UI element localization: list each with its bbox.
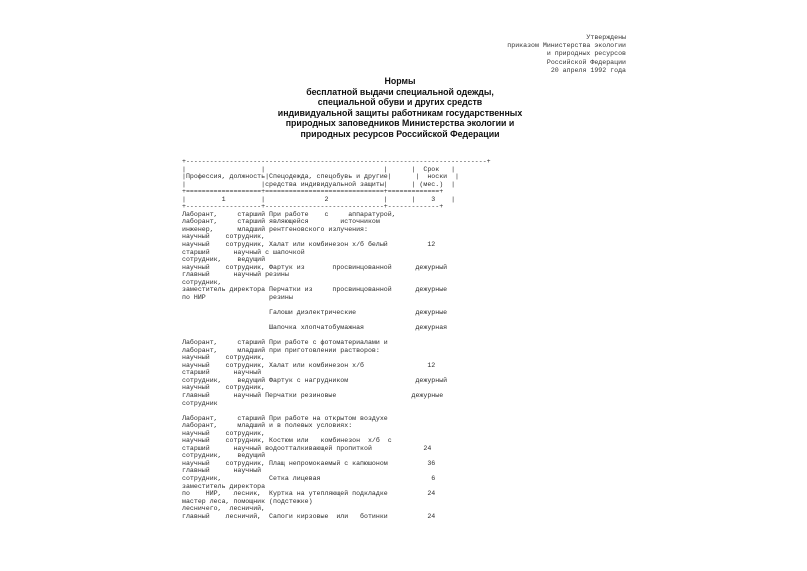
table-line (182, 173, 491, 181)
table-line-text: научный сотрудник, (182, 384, 266, 392)
table-line-text: |Профессия, должность|Спецодежда, спецобувь и другие| | носки | (182, 173, 459, 181)
table-line-text: сотрудник (182, 399, 218, 407)
table-line-text: мастер леса, помощник (подстежке) (182, 497, 313, 505)
title-line: бесплатной выдачи специальной одежды, (306, 86, 494, 97)
table-line-text: +-------------------+------------------------------+-------------+ (182, 203, 444, 211)
table-line (182, 407, 491, 415)
table-line (182, 422, 491, 430)
table-line (182, 188, 491, 196)
table-line-text: лесничего, лесничий, (182, 505, 266, 513)
table-line-text: +===================+==============================+=============+ (182, 188, 444, 196)
table-line (182, 505, 491, 513)
approval-line: приказом Министерства экологии (507, 42, 626, 50)
table-line (182, 513, 491, 521)
table-line-text: сотрудник, ведущий (182, 256, 266, 264)
table-line-text: | | | | Срок | (182, 165, 456, 173)
table-line-text: научный сотрудник, Халат или комбинезон х/б 12 (182, 361, 436, 369)
table-line (182, 166, 491, 174)
table-line-text: старший научный водоотталкивающей пропиткой 24 (182, 444, 432, 452)
table-line-text: Лаборант, старший При работе на открытом воздухе (182, 414, 388, 422)
table-line (182, 316, 491, 324)
table-line-text: старший научный с шапочкой (182, 248, 305, 256)
table-line (182, 384, 491, 392)
table-line-text: научный сотрудник, Халат или комбинезон х/б белый 12 (182, 241, 436, 249)
table-line (182, 301, 491, 309)
table-line (182, 490, 491, 498)
table-line-text: научный сотрудник, (182, 233, 266, 241)
table-line-text: сотрудник, ведущий (182, 452, 266, 460)
title-line: специальной обуви и других средств (317, 97, 483, 108)
table-line (182, 475, 491, 483)
table-line-text: научный сотрудник, (182, 354, 266, 362)
table-line-text: лаборант, старший являющейся источником (182, 218, 380, 226)
table-line-text: заместитель директора Перчатки из просвинцованной дежурные (182, 286, 448, 294)
title-line: Нормы (384, 76, 416, 86)
approval-line: Утверждены (586, 34, 626, 41)
table-line-text: Шапочка хлопчатобумажная дежурная (182, 324, 448, 332)
title-line: природных ресурсов Российской Федерации (300, 128, 500, 139)
table-line (182, 392, 491, 400)
table-line (182, 181, 491, 189)
table-line (182, 249, 491, 257)
approval-stamp (470, 34, 626, 75)
table-line-text: лаборант, младший при приготовлении растворов: (182, 346, 380, 354)
title-line: природных заповедников Министерства экологии и (285, 118, 515, 129)
approval-line: и природных ресурсов (546, 50, 626, 58)
table-line-text: научный сотрудник, Костюм или комбинезон х/б с (182, 437, 392, 445)
table-line (182, 483, 491, 491)
approval-line: Российской Федерации (546, 58, 626, 66)
table-line (182, 400, 491, 408)
table-line-text: по НИР резины (182, 293, 293, 301)
table-line-text: инженер, младший рентгеновского излучения: (182, 225, 368, 233)
table-line-text: главный научный резины (182, 271, 289, 279)
norms-table (182, 158, 491, 520)
table-line-text: Галоши диэлектрические дежурные (182, 308, 448, 316)
table-line-text: +----------------------------------------------------------------------------+ (182, 158, 491, 165)
table-line (182, 294, 491, 302)
table-line (182, 233, 491, 241)
table-line-text: сотрудник, (182, 278, 222, 286)
table-line-text: лаборант, младший и в полевых условиях: (182, 422, 353, 430)
table-line (182, 158, 491, 166)
table-line-text: | |средства индивидуальной защиты| | (мес.) | (182, 180, 456, 188)
table-line (182, 415, 491, 423)
table-line-text: сотрудник, Сетка лицевая 6 (182, 474, 436, 482)
document-title (230, 76, 570, 140)
table-line (182, 452, 491, 460)
table-line (182, 324, 491, 332)
approval-line: 20 апреля 1992 года (550, 66, 626, 74)
table-line (182, 241, 491, 249)
table-line-text: старший научный (182, 369, 262, 377)
table-line (182, 286, 491, 294)
table-line (182, 218, 491, 226)
table-line (182, 203, 491, 211)
table-line (182, 309, 491, 317)
table-line-text: главный лесничий, Сапоги кирзовые или ботинки 24 (182, 512, 436, 520)
table-line-text: сотрудник, ведущий Фартук с нагрудником дежурный (182, 376, 448, 384)
table-line (182, 339, 491, 347)
table-line (182, 256, 491, 264)
table-line (182, 332, 491, 340)
table-line-text: по НИР, лесник, Куртка на утепляющей подкладке 24 (182, 490, 436, 498)
table-line-text: Лаборант, старший При работе с фотоматериалами и (182, 339, 388, 347)
table-line-text: главный научный (182, 467, 262, 475)
table-line-text: заместитель директора (182, 482, 266, 490)
table-line (182, 271, 491, 279)
table-line-text: научный сотрудник, Фартук из просвинцованной дежурный (182, 263, 448, 271)
table-line-text: научный сотрудник, (182, 429, 266, 437)
table-line-text: научный сотрудник, Плащ непромокаемый с капюшоном 36 (182, 459, 436, 467)
table-line-text: главный научный Перчатки резиновые дежурные (182, 391, 444, 399)
title-line: индивидуальной защиты работникам государственных (277, 107, 523, 118)
table-line (182, 369, 491, 377)
table-line (182, 354, 491, 362)
table-line-text: Лаборант, старший При работе с аппаратурой, (182, 210, 396, 218)
table-line-text: | 1 | 2 | | 3 | (182, 195, 456, 203)
table-line (182, 467, 491, 475)
table-line (182, 437, 491, 445)
table-line (182, 196, 491, 204)
